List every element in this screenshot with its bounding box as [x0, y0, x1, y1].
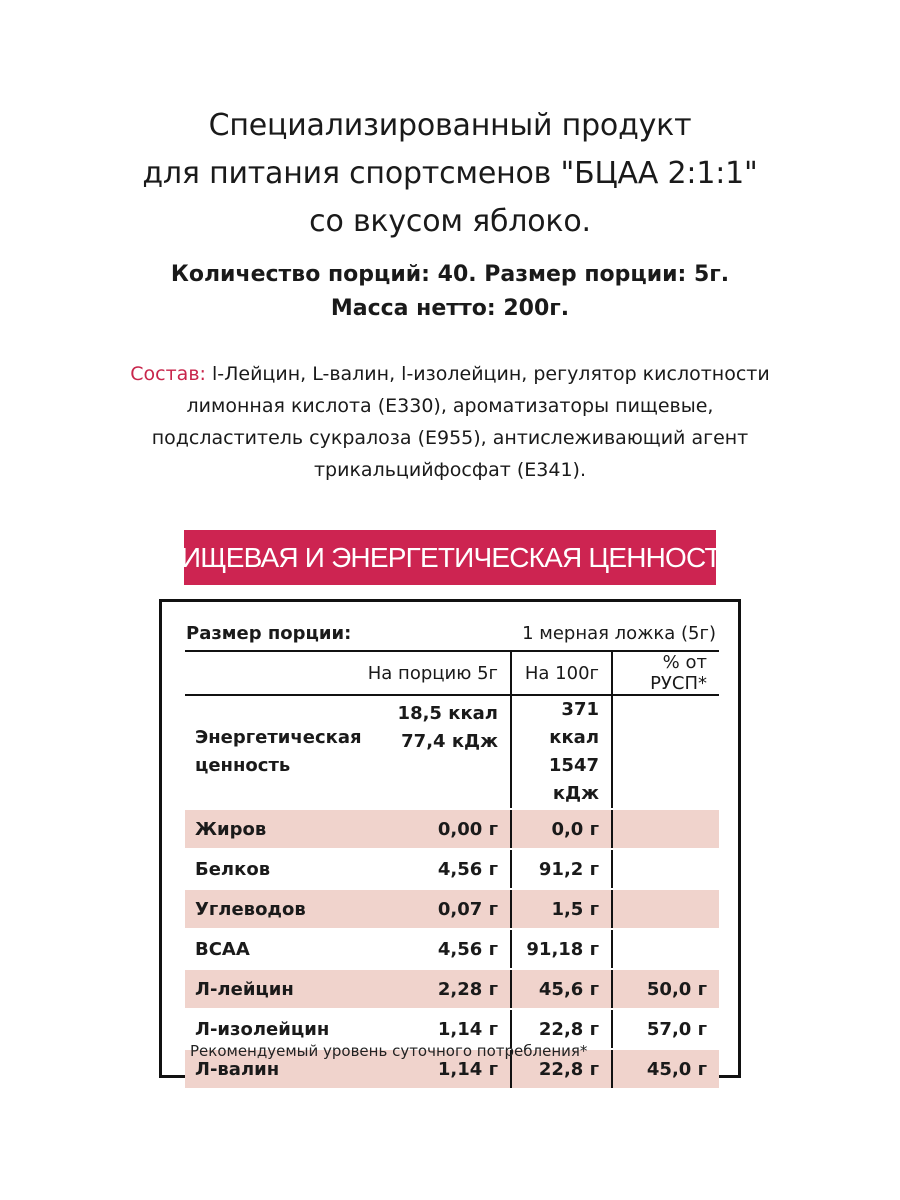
nutrient-cell — [185, 929, 511, 969]
composition-line: лимонная кислота (Е330), ароматизаторы пищевые, — [186, 395, 714, 417]
nutrient-per-serving: 0,07 г — [437, 898, 498, 920]
header-per-serving: На порцию 5г — [185, 651, 511, 695]
nutrient-name: Белков — [195, 858, 271, 880]
net-weight-line: Масса нетто: 200г. — [330, 296, 570, 321]
nutrient-name: Л-валин — [195, 1058, 280, 1080]
nutrient-rda: 57,0 г — [612, 1009, 719, 1049]
energy-per-100-kcal: 371 ккал — [549, 699, 599, 748]
nutrient-per-serving: 1,14 г — [437, 1018, 498, 1040]
header-rda: % от РУСП* — [612, 651, 719, 695]
table-row — [185, 889, 719, 929]
product-title-line: для питания спортсменов "БЦАА 2:1:1" — [142, 156, 758, 191]
nutrition-banner: ПИЩЕВАЯ И ЭНЕРГЕТИЧЕСКАЯ ЦЕННОСТЬ — [184, 530, 716, 585]
table-row — [185, 929, 719, 969]
composition-line — [90, 358, 810, 390]
composition-line: трикальцийфосфат (Е341). — [313, 459, 586, 481]
energy-name-line: ценность — [195, 755, 291, 776]
nutrient-per-100: 22,8 г — [511, 1049, 612, 1089]
composition-block — [90, 358, 810, 486]
composition-label: Состав: — [130, 363, 206, 385]
composition-text: l-Лейцин, L-валин, l-изолейцин, регулятор кислотности — [205, 363, 770, 385]
table-row — [185, 809, 719, 849]
product-title-line: Специализированный продукт — [208, 108, 692, 143]
nutrient-name: BCAA — [195, 938, 250, 960]
servings-count-line: Количество порций: 40. Размер порции: 5г. — [170, 262, 730, 287]
table-row — [185, 969, 719, 1009]
energy-name — [185, 695, 511, 809]
energy-per-serving-kcal: 18,5 ккал — [397, 703, 498, 724]
serving-info — [0, 258, 900, 326]
nutrient-rda — [612, 809, 719, 849]
energy-per-serving — [398, 700, 498, 756]
nutrient-name: Л-лейцин — [195, 978, 294, 1000]
nutrient-cell — [185, 849, 511, 889]
nutrition-table-box — [159, 599, 741, 1078]
nutrient-cell — [185, 809, 511, 849]
nutrient-per-100: 1,5 г — [511, 889, 612, 929]
serving-size-line — [186, 616, 716, 650]
rda-footnote: Рекомендуемый уровень суточного потребления* — [190, 1042, 588, 1060]
product-title — [0, 102, 900, 246]
nutrient-cell — [185, 969, 511, 1009]
nutrient-rda: 50,0 г — [612, 969, 719, 1009]
nutrient-cell — [185, 889, 511, 929]
nutrient-per-100: 91,2 г — [511, 849, 612, 889]
energy-per-serving-kj: 77,4 кДж — [401, 731, 498, 752]
serving-size-label: Размер порции: — [186, 622, 352, 644]
energy-per-100 — [511, 695, 612, 809]
nutrient-per-serving: 1,14 г — [437, 1058, 498, 1080]
table-header-row — [185, 651, 719, 695]
composition-line: подсластитель сукралоза (Е955), антислеживающий агент — [151, 427, 749, 449]
nutrient-rda — [612, 889, 719, 929]
nutrient-rda — [612, 849, 719, 889]
energy-name-line: Энергетическая — [195, 727, 362, 748]
nutrient-per-100: 0,0 г — [511, 809, 612, 849]
energy-rda — [612, 695, 719, 809]
nutrient-name: Жиров — [195, 818, 267, 840]
nutrient-rda: 45,0 г — [612, 1049, 719, 1089]
nutrient-per-100: 91,18 г — [511, 929, 612, 969]
nutrient-per-serving: 4,56 г — [437, 858, 498, 880]
serving-size-value: 1 мерная ложка (5г) — [522, 622, 716, 644]
nutrient-name: Л-изолейцин — [195, 1018, 330, 1040]
header-per-100: На 100г — [511, 651, 612, 695]
nutrient-per-serving: 4,56 г — [437, 938, 498, 960]
product-title-line: со вкусом яблоко. — [309, 204, 591, 239]
nutrient-per-serving: 0,00 г — [437, 818, 498, 840]
nutrient-rda — [612, 929, 719, 969]
table-row — [185, 849, 719, 889]
energy-per-100-kj: 1547 кДж — [548, 755, 599, 804]
nutrient-per-100: 22,8 г — [511, 1009, 612, 1049]
nutrient-name: Углеводов — [195, 898, 306, 920]
nutrient-per-serving: 2,28 г — [437, 978, 498, 1000]
table-row-energy — [185, 695, 719, 809]
nutrient-per-100: 45,6 г — [511, 969, 612, 1009]
nutrition-table — [185, 650, 719, 1090]
